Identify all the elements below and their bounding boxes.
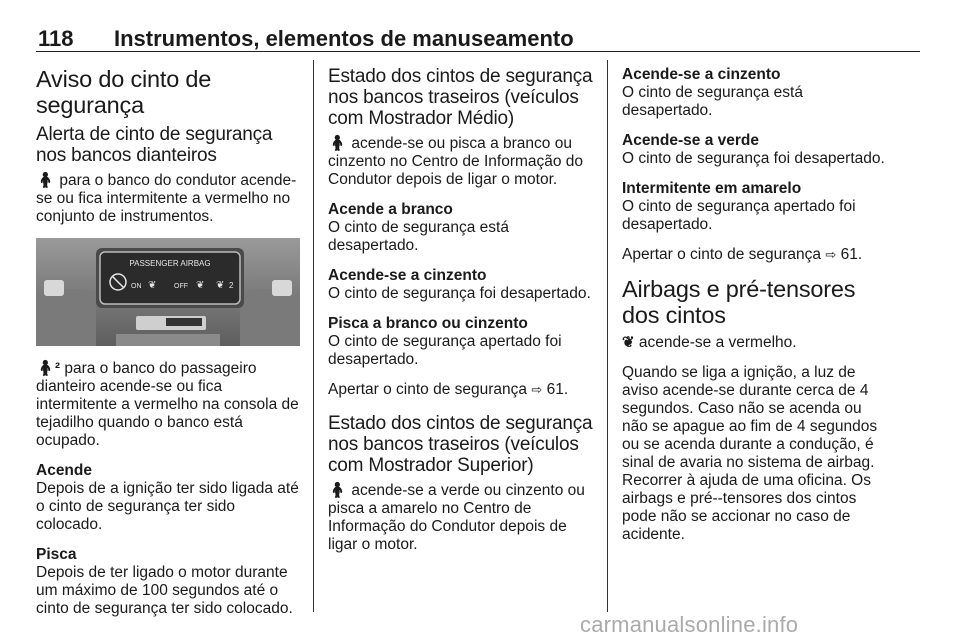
column-divider bbox=[607, 60, 608, 612]
panel-sup: 2 bbox=[229, 281, 234, 290]
block-text: O cinto de segurança foi desapertado. bbox=[622, 150, 885, 167]
paragraph: Quando se liga a ignição, a luz de aviso acende-se durante cerca de 4 segundos. Caso não se acenda ou não se apague ao fim de 4 segundos ou se acenda durante a condução, é sinal de avaria no sistema de airbag. Recorrer à ajuda de uma oficina. Os airbags e pré--tensores dos cintos pode não se accionar no caso de acidente. bbox=[622, 364, 878, 543]
status-block bbox=[328, 201, 594, 255]
column-divider bbox=[313, 60, 314, 612]
block-heading: Pisca a branco ou cinzento bbox=[328, 315, 528, 332]
block-text: Depois de a ignição ter sido ligada até o cinto de segurança ter sido colocado. bbox=[36, 480, 299, 533]
seatbelt-icon: 🧍︎ bbox=[328, 135, 348, 152]
page-ref-icon: ⇨ bbox=[825, 247, 837, 262]
block-text: O cinto de segurança apertado foi desapertado. bbox=[328, 333, 562, 368]
page-ref[interactable]: 61. bbox=[840, 246, 863, 263]
seatbelt-icon: 🧍︎ bbox=[328, 482, 348, 499]
paragraph: ❦ acende-se a vermelho. bbox=[622, 334, 797, 351]
status-block bbox=[622, 180, 886, 234]
block-text: O cinto de segurança está desapertado. bbox=[622, 84, 803, 119]
paragraph: 🧍︎ para o banco do condutor acende-se ou fica intermitente a vermelho no conjunto de instrumentos. bbox=[36, 172, 297, 225]
svg-text:❦: ❦ bbox=[196, 280, 205, 291]
on-label: ON bbox=[131, 283, 142, 290]
block-text: O cinto de segurança apertado foi desapertado. bbox=[622, 198, 856, 233]
panel-label: PASSENGER AIRBAG bbox=[129, 259, 211, 268]
page-header bbox=[38, 26, 920, 52]
running-title: Instrumentos, elementos de manuseamento bbox=[114, 26, 574, 51]
status-block bbox=[622, 66, 886, 120]
svg-text:❦: ❦ bbox=[216, 280, 225, 291]
subsection-title: Alerta de cinto de segurança nos bancos dianteiros bbox=[36, 124, 273, 166]
block-heading: Acende a branco bbox=[328, 201, 453, 218]
paragraph: Apertar o cinto de segurança ⇨ 61. bbox=[622, 246, 863, 263]
status-block bbox=[622, 132, 886, 168]
paragraph: 🧍︎ acende-se ou pisca a branco ou cinzento no Centro de Informação do Condutor depois de ligar o motor. bbox=[328, 135, 584, 188]
overhead-console-photo bbox=[36, 238, 300, 346]
pisca-block bbox=[36, 546, 300, 618]
column-2 bbox=[328, 58, 594, 566]
section-title: Airbags e pré-tensores dos cintos bbox=[622, 276, 856, 328]
block-heading: Acende-se a cinzento bbox=[622, 66, 781, 83]
airbag-icon: ❦ bbox=[622, 334, 635, 351]
column-3 bbox=[622, 58, 886, 556]
block-text: O cinto de segurança foi desapertado. bbox=[328, 285, 591, 302]
block-heading: Intermitente em amarelo bbox=[622, 180, 802, 197]
acende-block bbox=[36, 462, 300, 534]
header-rule bbox=[36, 51, 920, 52]
column-1 bbox=[36, 58, 300, 630]
page-number: 118 bbox=[38, 26, 74, 51]
block-heading: Acende-se a verde bbox=[622, 132, 759, 149]
paragraph: 🧍︎ acende-se a verde ou cinzento ou pisca a amarelo no Centro de Informação do Condutor depois de ligar o motor. bbox=[328, 482, 585, 553]
passenger-seatbelt-icon: 🧍︎² bbox=[36, 360, 61, 377]
seatbelt-icon: 🧍︎ bbox=[36, 172, 56, 189]
subsection-title: Estado dos cintos de segurança nos bancos traseiros (veículos com Mostrador Médio) bbox=[328, 66, 593, 129]
svg-text:❦: ❦ bbox=[148, 280, 157, 291]
status-block bbox=[328, 267, 594, 303]
subsection-title: Estado dos cintos de segurança nos bancos traseiros (veículos com Mostrador Superior) bbox=[328, 413, 593, 476]
section-title: Aviso do cinto de segurança bbox=[36, 66, 212, 118]
page-ref-icon: ⇨ bbox=[531, 382, 543, 397]
paragraph: Apertar o cinto de segurança ⇨ 61. bbox=[328, 381, 569, 398]
page-ref[interactable]: 61. bbox=[546, 381, 569, 398]
block-text: Depois de ter ligado o motor durante um máximo de 100 segundos até o cinto de segurança ter sido colocado. bbox=[36, 564, 293, 617]
block-heading: Pisca bbox=[36, 546, 77, 563]
paragraph: 🧍︎² para o banco do passageiro dianteiro acende-se ou fica intermitente a vermelho na consola de tejadilho quando o banco está ocupado. bbox=[36, 360, 299, 449]
block-heading: Acende-se a cinzento bbox=[328, 267, 487, 284]
off-label: OFF bbox=[174, 283, 188, 290]
block-text: O cinto de segurança está desapertado. bbox=[328, 219, 509, 254]
status-block bbox=[328, 315, 594, 369]
watermark: carmanualsonline.info bbox=[580, 612, 799, 637]
block-heading: Acende bbox=[36, 462, 92, 479]
